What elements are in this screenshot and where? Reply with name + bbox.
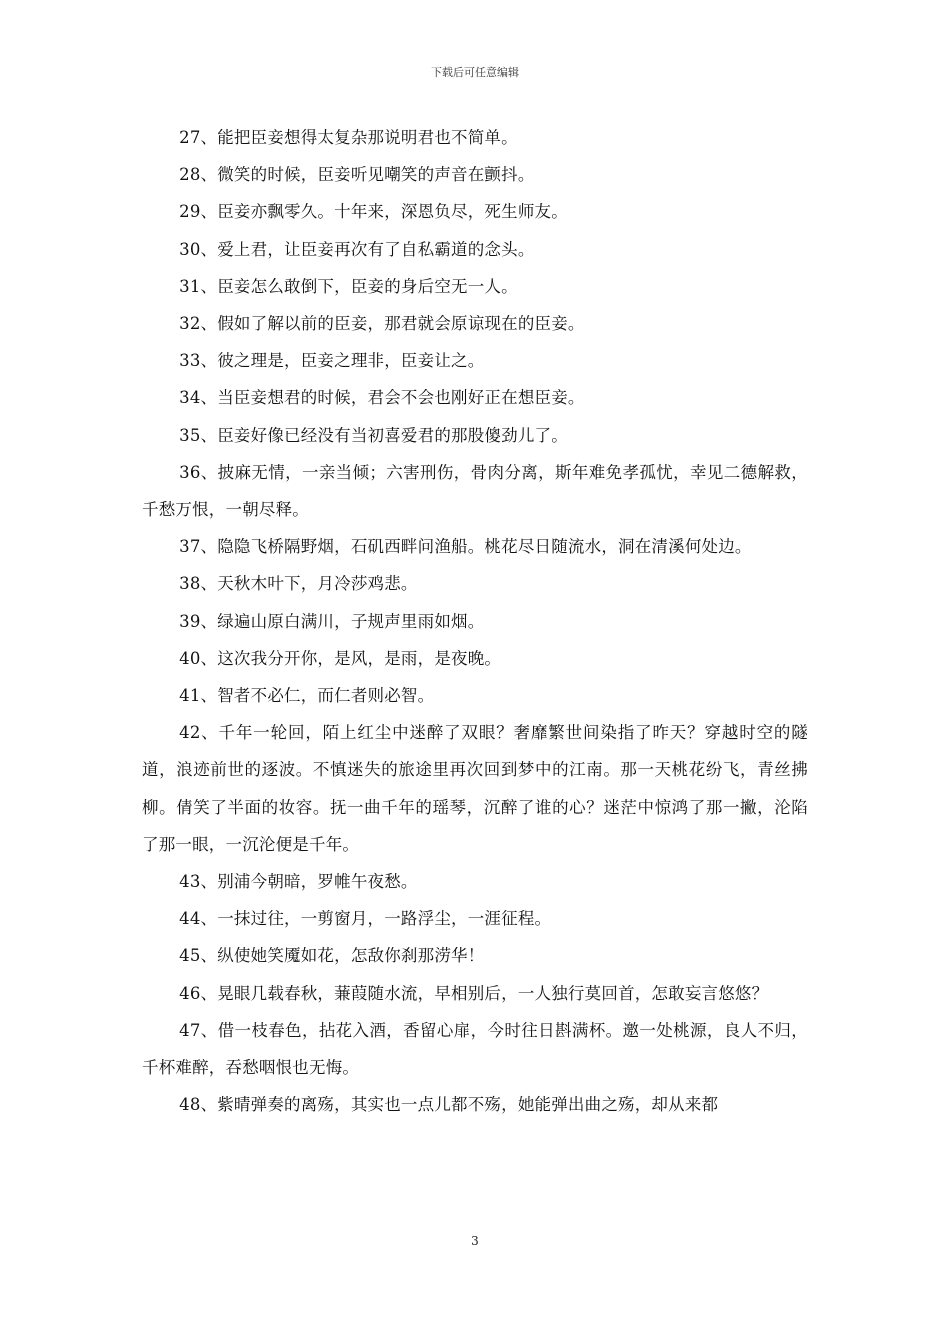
paragraph-29: 29、臣妾亦飘零久。十年来，深恩负尽，死生师友。 [179, 202, 568, 222]
paragraph-41: 41、智者不必仁，而仁者则必智。 [179, 686, 435, 706]
paragraph-44: 44、一抹过往，一剪窗月，一路浮尘，一涯征程。 [179, 909, 552, 929]
paragraph-47: 47、借一枝春色，拈花入酒，香留心扉，今时往日斟满杯。邀一处桃源，良人不归，千杯难醉，吞愁咽恨也无悔。 [142, 1020, 808, 1078]
paragraph-27: 27、能把臣妾想得太复杂那说明君也不简单。 [179, 128, 518, 147]
page-number: 3 [471, 1234, 479, 1248]
paragraph-32: 32、假如了解以前的臣妾，那君就会原谅现在的臣妾。 [179, 314, 585, 334]
paragraph-31: 31、臣妾怎么敢倒下，臣妾的身后空无一人。 [179, 276, 518, 296]
paragraph-34: 34、当臣妾想君的时候，君会不会也刚好正在想臣妾。 [179, 388, 585, 408]
paragraph-36: 36、披麻无情，一亲当倾；六害刑伤，骨肉分离，斯年难免孝孤忧，幸见二德解救，千愁万恨，一朝尽释。 [142, 462, 808, 520]
paragraph-43: 43、别浦今朝暗，罗帷午夜愁。 [179, 872, 418, 892]
paragraph-37: 37、隐隐飞桥隔野烟，石矶西畔问渔船。桃花尽日随流水，洞在清溪何处边。 [179, 537, 752, 557]
paragraph-45: 45、纵使她笑魇如花，怎敌你刹那涝华！ [179, 946, 485, 966]
paragraph-35: 35、臣妾好像已经没有当初喜爱君的那股傻劲儿了。 [179, 425, 568, 445]
paragraph-48: 48、紫晴弹奏的离殇，其实也一点儿都不殇，她能弹出曲之殇，却从来都 [179, 1095, 719, 1115]
paragraph-42: 42、千年一轮回，陌上红尘中迷醉了双眼？奢靡繁世间染指了昨天？穿越时空的隧道，浪迹前世的逐波。不慎迷失的旅途里再次回到梦中的江南。那一天桃花纷飞，青丝拂柳。倩笑了半面的妆容。抚一曲千年的瑶琴，沉醉了谁的心？迷茫中惊鸿了那一撇，沦陷了那一眼，一沉沦便是千年。 [142, 723, 808, 854]
paragraph-33: 33、彼之理是，臣妾之理非，臣妾让之。 [179, 351, 485, 371]
page-header: 下载后可任意编辑 [431, 66, 519, 79]
paragraph-38: 38、天秋木叶下，月冷莎鸡悲。 [179, 574, 418, 594]
paragraph-46: 46、晃眼几载春秋，蒹葭随水流，早相别后，一人独行莫回首，怎敢妄言悠悠？ [179, 983, 769, 1003]
paragraph-30: 30、爱上君，让臣妾再次有了自私霸道的念头。 [179, 239, 535, 259]
paragraph-28: 28、微笑的时候，臣妾听见嘲笑的声音在颤抖。 [179, 165, 535, 185]
paragraph-40: 40、这次我分开你，是风，是雨，是夜晚。 [179, 648, 502, 668]
document-body [142, 119, 808, 1123]
paragraph-39: 39、绿遍山原白满川，子规声里雨如烟。 [179, 611, 485, 631]
